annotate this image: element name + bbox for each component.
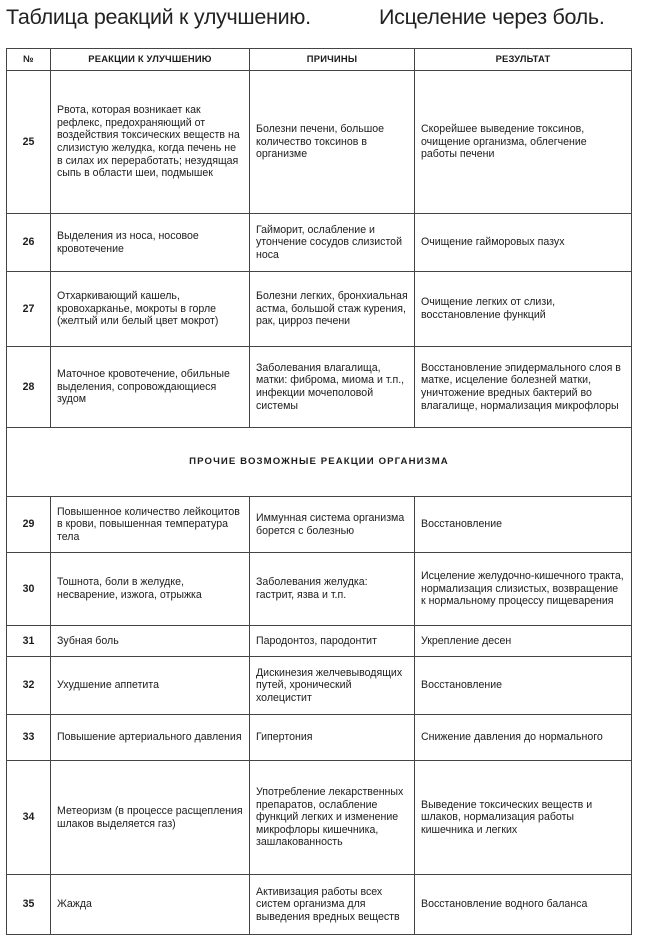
row-result: Восстановление [415,497,632,553]
table-row [7,875,632,935]
table-row [7,71,632,214]
row-cause: Пародонтоз, пародонтит [250,626,415,657]
row-result: Выведение токсических веществ и шлаков, нормализация работы кишечника и легких [415,761,632,875]
row-reaction: Повышение артериального давления [51,715,250,761]
row-cause: Употребление лекарственных препаратов, ослабление функций легких и изменение микрофлоры кишечника, зашлакованность [250,761,415,875]
table-row [7,272,632,347]
row-cause: Дискинезия желчевыводящих путей, хронический холецистит [250,657,415,715]
header-cause: ПРИЧИНЫ [250,49,415,71]
row-num: 35 [7,875,51,935]
row-reaction: Выделения из носа, носовое кровотечение [51,214,250,272]
row-result: Восстановление [415,657,632,715]
row-reaction: Жажда [51,875,250,935]
row-reaction: Маточное кровотечение, обильные выделения, сопровождающиеся зудом [51,347,250,428]
section-row [7,428,632,497]
table-row [7,497,632,553]
row-result: Восстановление эпидермального слоя в матке, исцеление болезней матки, уничтожение вредных бактерий во влагалище, нормализация микрофлоры [415,347,632,428]
row-reaction: Ухудшение аппетита [51,657,250,715]
row-reaction: Повышенное количество лейкоцитов в крови, повышенная температура тела [51,497,250,553]
row-num: 34 [7,761,51,875]
row-result: Снижение давления до нормального [415,715,632,761]
row-cause: Гипертония [250,715,415,761]
row-num: 25 [7,71,51,214]
row-cause: Гайморит, ослабление и утончение сосудов слизистой носа [250,214,415,272]
reactions-table [6,48,632,935]
row-cause: Активизация работы всех систем организма для выведения вредных веществ [250,875,415,935]
page-title [6,2,642,36]
table-header-row [7,49,632,71]
header-result: РЕЗУЛЬТАТ [415,49,632,71]
header-num: № [7,49,51,71]
table-row [7,715,632,761]
row-num: 31 [7,626,51,657]
row-cause: Заболевания влагалища, матки: фиброма, миома и т.п., инфекции мочеполовой системы [250,347,415,428]
row-result: Укрепление десен [415,626,632,657]
row-reaction: Отхаркивающий кашель, кровохарканье, мокроты в горле (желтый или белый цвет мокрот) [51,272,250,347]
row-result: Скорейшее выведение токсинов, очищение организма, облегчение работы печени [415,71,632,214]
table-row [7,657,632,715]
table-row [7,626,632,657]
row-num: 30 [7,553,51,626]
row-reaction: Метеоризм (в процессе расщепления шлаков выделяется газ) [51,761,250,875]
row-cause: Заболевания желудка: гастрит, язва и т.п. [250,553,415,626]
row-num: 33 [7,715,51,761]
section-title: ПРОЧИЕ ВОЗМОЖНЫЕ РЕАКЦИИ ОРГАНИЗМА [7,428,632,497]
row-num: 29 [7,497,51,553]
row-cause: Иммунная система организма борется с болезнью [250,497,415,553]
table-row [7,347,632,428]
title-right: Исцеление через боль. [379,5,605,29]
header-reaction: РЕАКЦИИ К УЛУЧШЕНИЮ [51,49,250,71]
row-result: Восстановление водного баланса [415,875,632,935]
row-reaction: Рвота, которая возникает как рефлекс, предохраняющий от воздействия токсических веществ на слизистую желудка, когда печень не в силах их переработать; незудящая сыпь в области шеи, подмышек [51,71,250,214]
row-result: Исцеление желудочно-кишечного тракта, нормализация слизистых, возвращение к нормальному процессу пищеварения [415,553,632,626]
row-result: Очищение гайморовых пазух [415,214,632,272]
row-num: 26 [7,214,51,272]
row-cause: Болезни легких, бронхиальная астма, большой стаж курения, рак, цирроз печени [250,272,415,347]
row-reaction: Тошнота, боли в желудке, несварение, изжога, отрыжка [51,553,250,626]
row-reaction: Зубная боль [51,626,250,657]
row-result: Очищение легких от слизи, восстановление функций [415,272,632,347]
row-cause: Болезни печени, большое количество токсинов в организме [250,71,415,214]
table-row [7,214,632,272]
table-row [7,761,632,875]
row-num: 27 [7,272,51,347]
row-num: 32 [7,657,51,715]
row-num: 28 [7,347,51,428]
title-left: Таблица реакций к улучшению. [6,5,311,29]
table-row [7,553,632,626]
